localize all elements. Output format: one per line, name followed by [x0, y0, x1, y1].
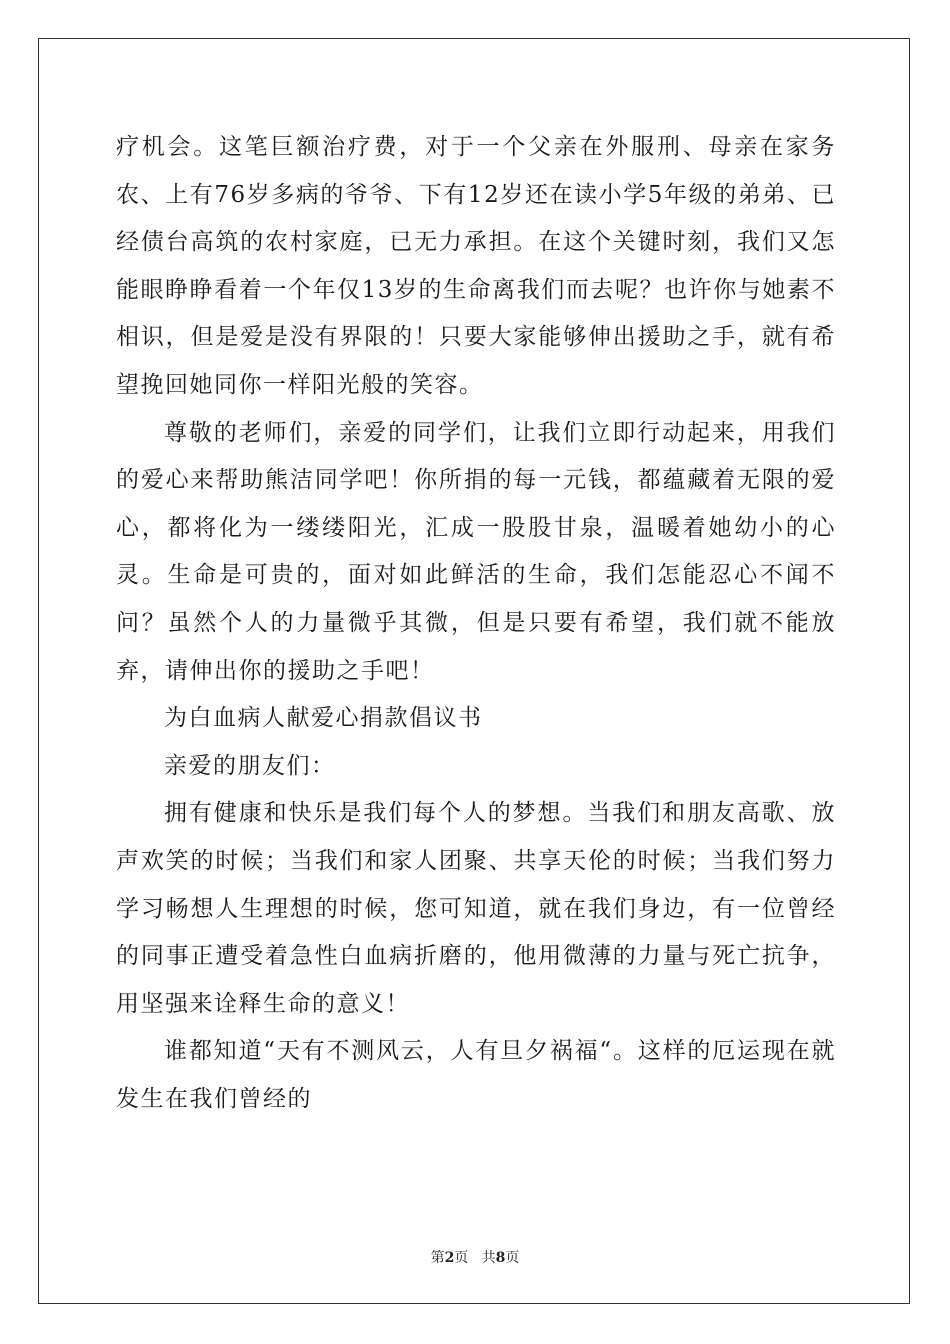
footer-total-prefix: 共	[481, 1250, 496, 1266]
footer-total-suffix: 页	[505, 1250, 520, 1266]
salutation: 亲爱的朋友们：	[164, 752, 336, 779]
current-page-number: 2	[444, 1250, 455, 1266]
total-pages-number: 8	[495, 1250, 506, 1266]
paragraph-5: 拥有健康和快乐是我们每个人的梦想。当我们和朋友高歌、放声欢笑的时候；当我们和家人团聚、共享天伦的时候；当我们努力学习畅想人生理想的时候，您可知道，就在我们身边，有一位曾经的同事正遭受着急性白血病折磨的，他用微薄的力量与死亡抗争，用坚强来诠释生命的意义！	[116, 800, 836, 1017]
footer-prefix: 第	[430, 1250, 445, 1266]
page-footer	[0, 1247, 950, 1267]
footer-page-suffix: 页	[454, 1250, 469, 1266]
paragraph-6: 谁都知道“天有不测风云，人有旦夕祸福“。这样的厄运现在就发生在我们曾经的	[116, 1038, 836, 1112]
paragraph-2: 尊敬的老师们，亲爱的同学们，让我们立即行动起来，用我们的爱心来帮助熊洁同学吧！你所捐的每一元钱，都蕴藏着无限的爱心，都将化为一缕缕阳光，汇成一股股甘泉，温暖着她幼小的心灵。生命是可贵的，面对如此鲜活的生命，我们怎能忍心不闻不问？虽然个人的力量微乎其微，但是只要有希望，我们就不能放弃，请伸出你的援助之手吧！	[116, 419, 836, 684]
section-title: 为白血病人献爱心捐款倡议书	[164, 705, 483, 732]
paragraph-1: 疗机会。这笔巨额治疗费，对于一个父亲在外服刑、母亲在家务农、上有76岁多病的爷爷、下有12岁还在读小学5年级的弟弟、已经债台高筑的农村家庭，已无力承担。在这个关键时刻，我们又怎能眼睁睁看着一个年仅13岁的生命离我们而去呢？也许你与她素不相识，但是爱是没有界限的！只要大家能够伸出援助之手，就有希望挽回她同你一样阳光般的笑容。	[116, 134, 836, 398]
document-body	[116, 124, 836, 1123]
